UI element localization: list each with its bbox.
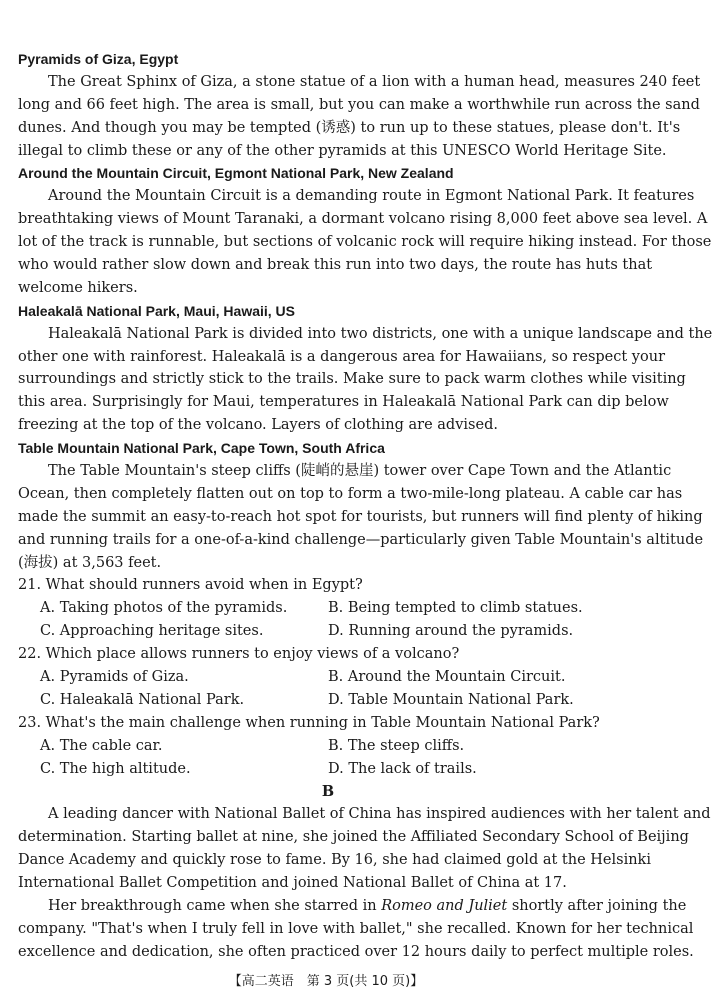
passage-b2-line-2: company. "That's when I truly fell in love with ballet," she recalled. Known for her technical: [18, 920, 694, 937]
passage-b1-line-3: Dance Academy and quickly rose to fame. By 16, she had claimed gold at the Helsinki: [18, 852, 651, 869]
passage-b1-line-4: International Ballet Competition and joined National Ballet of China at 17.: [18, 875, 567, 892]
passage-b2-line-1: [18, 895, 687, 918]
question-22-options-ab: [18, 666, 638, 689]
table-line-3: made the summit an easy-to-reach hot spot for tourists, but runners will find plenty of hiking: [18, 508, 703, 525]
mountain-line-2: breathtaking views of Mount Taranaki, a dormant volcano rising 8,000 feet above sea level. A: [18, 211, 708, 228]
option-23-a[interactable]: A. The cable car.: [40, 737, 163, 754]
question-23: 23. What's the main challenge when running in Table Mountain National Park?: [18, 714, 600, 731]
question-22: 22. Which place allows runners to enjoy views of a volcano?: [18, 646, 460, 663]
ballet-title: Romeo and Juliet: [381, 897, 508, 914]
table-line-4: and running trails for a one-of-a-kind challenge—particularly given Table Mountain's altitude: [18, 531, 704, 548]
option-21-c[interactable]: C. Approaching heritage sites.: [40, 623, 264, 640]
passage-b2-pre: Her breakthrough came when she starred in: [48, 897, 377, 914]
table-line-1: The Table Mountain's steep cliffs (陡峭的悬崖) tower over Cape Town and the Atlantic: [48, 463, 672, 480]
haleakala-line-1: Haleakalā National Park is divided into two districts, one with a unique landscape and the: [48, 325, 712, 342]
option-22-b[interactable]: B. Around the Mountain Circuit.: [328, 669, 566, 686]
heading-giza: Pyramids of Giza, Egypt: [18, 51, 179, 67]
haleakala-line-3: surroundings and strictly stick to the trails. Make sure to pack warm clothes while visiting: [18, 371, 686, 388]
giza-line-3: dunes. And though you may be tempted (诱惑) to run up to these statues, please don't. It's: [18, 119, 681, 136]
option-23-d[interactable]: D. The lack of trails.: [328, 760, 477, 777]
table-line-2: Ocean, then completely flatten out on top to form a two-mile-long plateau. A cable car has: [18, 485, 683, 502]
heading-haleakala: Haleakalā National Park, Maui, Hawaii, US: [18, 302, 295, 319]
mountain-line-5: welcome hikers.: [18, 279, 138, 296]
heading-table: Table Mountain National Park, Cape Town, South Africa: [18, 440, 385, 457]
question-21: 21. What should runners avoid when in Egypt?: [18, 577, 363, 594]
option-22-c[interactable]: C. Haleakalā National Park.: [40, 691, 245, 708]
giza-line-2: long and 66 feet high. The area is small, but you can make a worthwhile run across the sand: [18, 96, 700, 113]
giza-line-1: The Great Sphinx of Giza, a stone statue of a lion with a human head, measures 240 feet: [48, 73, 701, 90]
section-b-heading: B: [321, 782, 335, 800]
mountain-line-4: who would rather slow down and break this run into two days, the route has huts that: [18, 257, 653, 274]
passage-b2-post: shortly after joining the: [511, 897, 687, 914]
option-21-a[interactable]: A. Taking photos of the pyramids.: [40, 600, 288, 617]
passage-b1-line-2: determination. Starting ballet at nine, she joined the Affiliated Secondary School of Beijing: [18, 829, 689, 846]
question-22-options-cd: [18, 689, 638, 712]
passage-b2-line-3: excellence and dedication, she often practiced over 12 hours daily to perfect multiple roles.: [18, 943, 694, 960]
heading-mountain: Around the Mountain Circuit, Egmont National Park, New Zealand: [18, 165, 454, 182]
mountain-line-1: Around the Mountain Circuit is a demanding route in Egmont National Park. It features: [48, 188, 695, 205]
mountain-line-3: lot of the track is runnable, but sections of volcanic rock will require hiking instead. For those: [18, 234, 712, 251]
option-21-d[interactable]: D. Running around the pyramids.: [328, 623, 574, 640]
question-21-options-cd: [18, 620, 638, 643]
table-line-5: (海拔) at 3,563 feet.: [18, 554, 162, 571]
haleakala-line-5: freezing at the top of the volcano. Layers of clothing are advised.: [18, 417, 498, 434]
option-21-b[interactable]: B. Being tempted to climb statues.: [328, 600, 583, 617]
giza-line-4: illegal to climb these or any of the other pyramids at this UNESCO World Heritage Site.: [18, 142, 667, 159]
option-22-a[interactable]: A. Pyramids of Giza.: [40, 669, 189, 686]
passage-b1-line-1: A leading dancer with National Ballet of China has inspired audiences with her talent and: [48, 806, 711, 823]
question-23-options-ab: [18, 735, 638, 758]
question-21-options-ab: [18, 597, 638, 620]
exam-page: [18, 48, 712, 964]
page-footer: 【高二英语 第 3 页(共 10 页)】: [228, 974, 424, 989]
haleakala-line-2: other one with rainforest. Haleakalā is a dangerous area for Hawaiians, so respect your: [18, 348, 665, 365]
option-23-c[interactable]: C. The high altitude.: [40, 760, 191, 777]
question-23-options-cd: [18, 758, 638, 781]
option-22-d[interactable]: D. Table Mountain National Park.: [328, 691, 574, 708]
option-23-b[interactable]: B. The steep cliffs.: [328, 737, 465, 754]
haleakala-line-4: this area. Surprisingly for Maui, temperatures in Haleakalā National Park can dip below: [18, 394, 669, 411]
